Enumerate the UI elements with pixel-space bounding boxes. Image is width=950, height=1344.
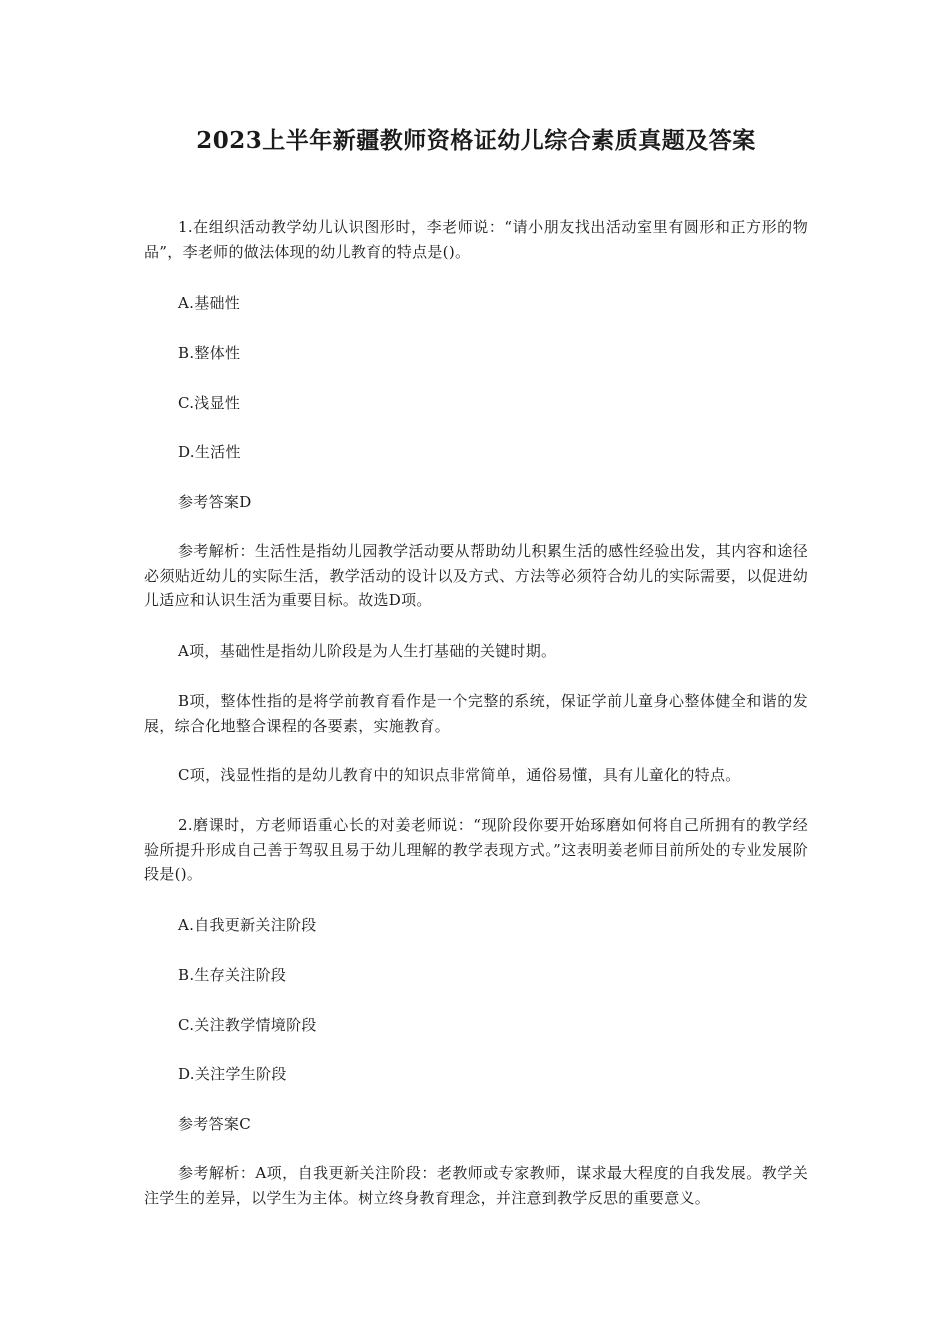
question-2-answer: 参考答案C <box>178 1115 251 1133</box>
question-1-note-b: B项，整体性指的是将学前教育看作是一个完整的系统，保证学前儿童身心整体健全和谐的发展，综合化地整合课程的各要素，实施教育。 <box>144 692 808 735</box>
question-1-option-a: A.基础性 <box>178 294 241 312</box>
question-2-analysis: 参考解析：A项，自我更新关注阶段：老教师或专家教师，谋求最大程度的自我发展。教学关注学生的差异，以学生为主体。树立终身教育理念，并注意到教学反思的重要意义。 <box>144 1164 808 1207</box>
question-2-option-b: B.生存关注阶段 <box>178 966 287 984</box>
question-2-stem: 2.磨课时，方老师语重心长的对姜老师说：“现阶段你要开始琢磨如何将自己所拥有的教学经验所提升形成自己善于驾驭且易于幼儿理解的教学表现方式。”这表明姜老师目前所处的专业发展阶段是()。 <box>144 816 808 883</box>
question-2-option-a: A.自我更新关注阶段 <box>178 916 317 934</box>
question-1-analysis: 参考解析：生活性是指幼儿园教学活动要从帮助幼儿积累生活的感性经验出发，其内容和途径必须贴近幼儿的实际生活，教学活动的设计以及方式、方法等必须符合幼儿的实际需要，以促进幼儿适应和认识生活为重要目标。故选D项。 <box>144 542 808 609</box>
question-1-option-d: D.生活性 <box>178 443 241 461</box>
question-2-option-d: D.关注学生阶段 <box>178 1065 287 1083</box>
question-1-option-b: B.整体性 <box>178 344 241 362</box>
question-1-note-c: C项，浅显性指的是幼儿教育中的知识点非常简单，通俗易懂，具有儿童化的特点。 <box>178 766 741 784</box>
question-1-option-c: C.浅显性 <box>178 394 241 412</box>
question-1-answer: 参考答案D <box>178 493 252 511</box>
question-2-option-c: C.关注教学情境阶段 <box>178 1016 317 1034</box>
question-1-note-a: A项，基础性是指幼儿阶段是为人生打基础的关键时期。 <box>178 642 557 660</box>
question-1-stem: 1.在组织活动教学幼儿认识图形时，李老师说：“请小朋友找出活动室里有圆形和正方形的物品”，李老师的做法体现的幼儿教育的特点是()。 <box>144 218 808 261</box>
document-title: 2023上半年新疆教师资格证幼儿综合素质真题及答案 <box>196 127 756 154</box>
